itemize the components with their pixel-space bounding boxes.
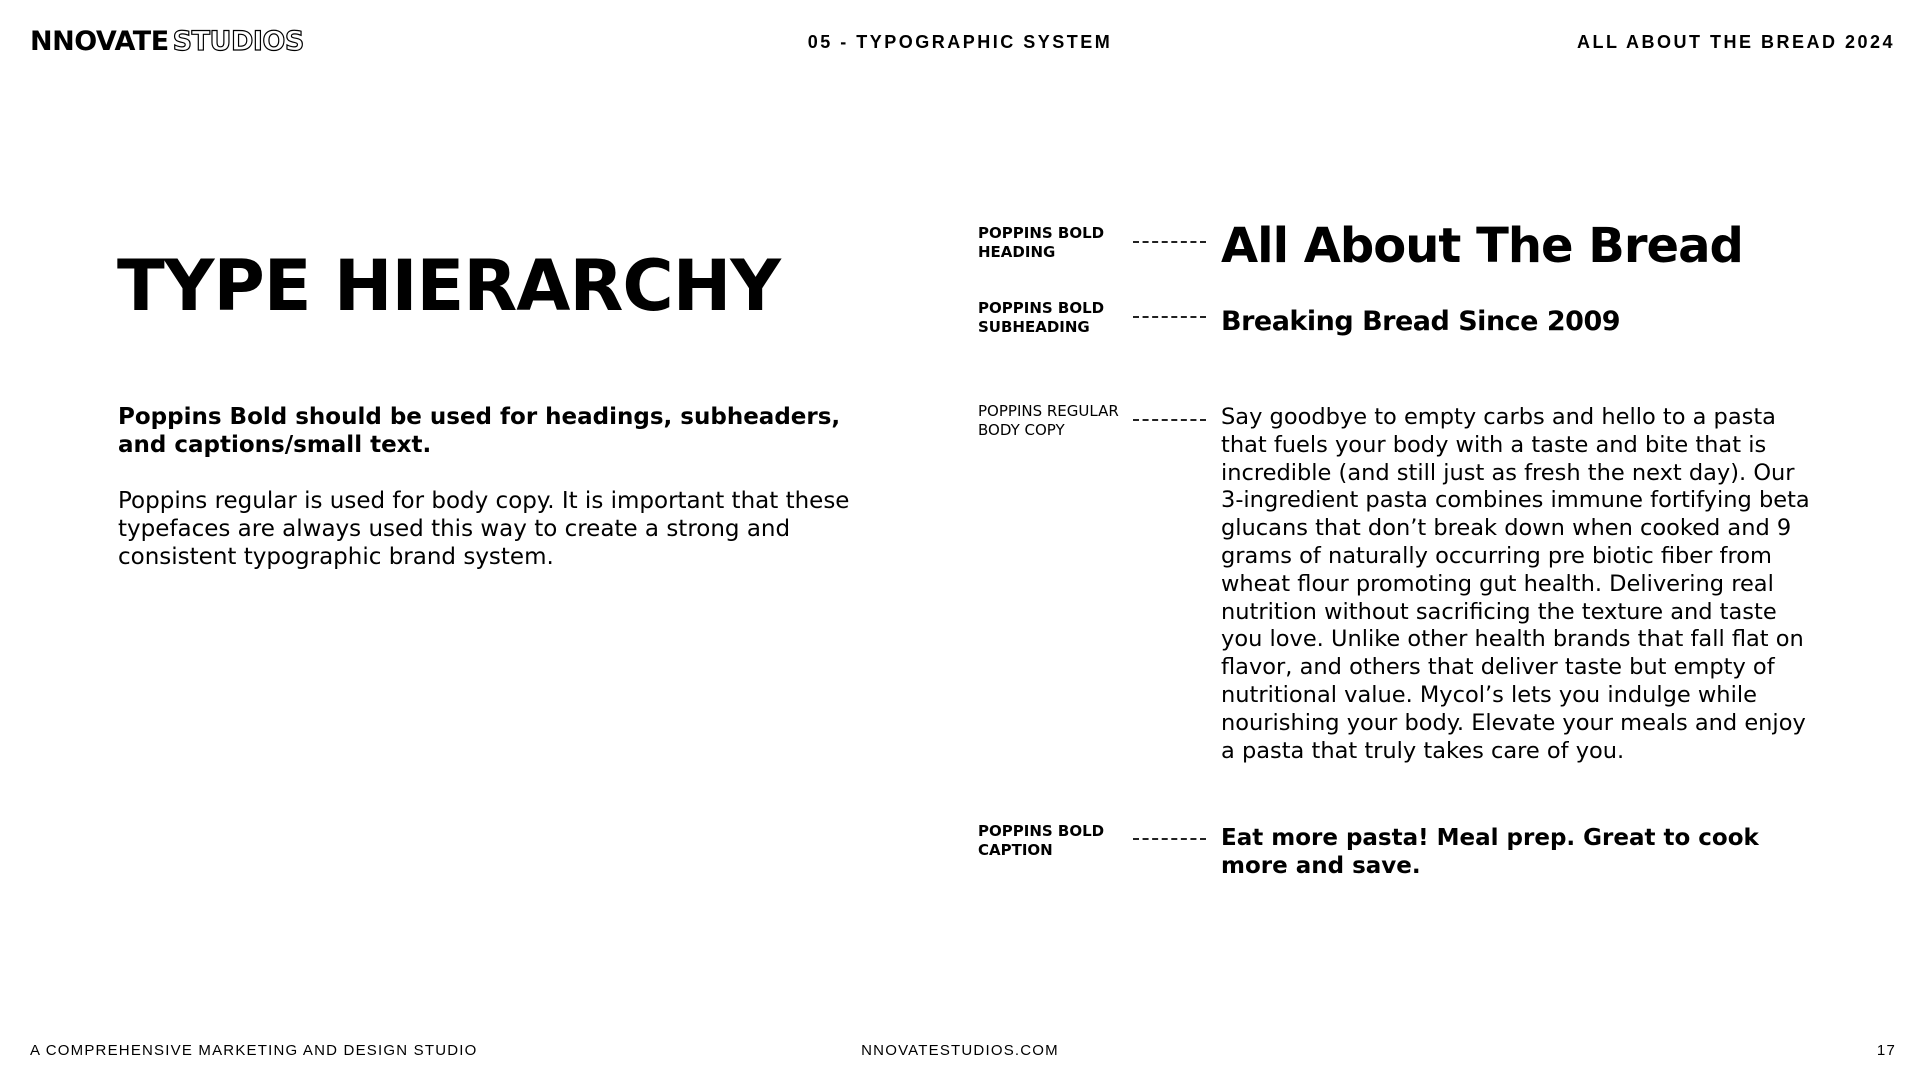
page-number: 17 (1876, 1042, 1896, 1059)
page-title: TYPE HIERARCHY (117, 245, 780, 327)
spec-label-line: POPPINS BOLD (978, 299, 1105, 317)
lead-paragraph: Poppins Bold should be used for headings, subheaders, and captions/small text. (118, 404, 841, 458)
footer-tagline: A COMPREHENSIVE MARKETING AND DESIGN STUDIO (30, 1042, 478, 1059)
project-title: ALL ABOUT THE BREAD 2024 (1576, 32, 1895, 52)
spec-label-heading (978, 224, 1128, 262)
spec-label-line: BODY COPY (978, 421, 1065, 439)
spec-label-line: CAPTION (978, 841, 1053, 859)
dashed-connector (1133, 241, 1206, 243)
spec-label-subheading (978, 299, 1128, 337)
spec-label-line: POPPINS REGULAR (978, 402, 1119, 420)
logo-wordmark-solid: NNOVATE (30, 25, 169, 57)
spec-label-body (978, 402, 1128, 440)
sample-body-copy: Say goodbye to empty carbs and hello to a pasta that fuels your body with a taste and bite that is incredible (and still just as fresh the next day). Our 3-ingredient pasta combines immune fortifying beta glucans that don’t break down when cooked and 9 grams of naturally occurring pre biotic fiber from wheat flour promoting gut health. Delivering real nutrition without sacrificing the texture and taste you love. Unlike other health brands that fall flat on flavor, and others that deliver taste but empty of nutritional value. Mycol’s lets you indulge while nourishing your body. Elevate your meals and enjoy a pasta that truly takes care of you. (1221, 404, 1810, 764)
spec-label-line: SUBHEADING (978, 318, 1090, 336)
footer-website: NNOVATESTUDIOS.COM (861, 1042, 1059, 1059)
sample-subheading: Breaking Bread Since 2009 (1221, 306, 1621, 337)
section-title: 05 - TYPOGRAPHIC SYSTEM (807, 32, 1113, 52)
spec-label-line: HEADING (978, 243, 1056, 261)
spec-label-line: POPPINS BOLD (978, 224, 1105, 242)
intro-paragraph: Poppins regular is used for body copy. It is important that these typefaces are always used this way to create a strong and consistent typographic brand system. (118, 488, 850, 570)
sample-heading: All About The Bread (1221, 218, 1743, 274)
dashed-connector (1133, 838, 1206, 840)
spec-label-line: POPPINS BOLD (978, 822, 1105, 840)
logo-wordmark-outline: STUDIOS (172, 25, 304, 57)
dashed-connector (1133, 316, 1206, 318)
sample-caption: Eat more pasta! Meal prep. Great to cook more and save. (1221, 825, 1759, 879)
dashed-connector (1133, 419, 1206, 421)
spec-label-caption (978, 822, 1128, 860)
